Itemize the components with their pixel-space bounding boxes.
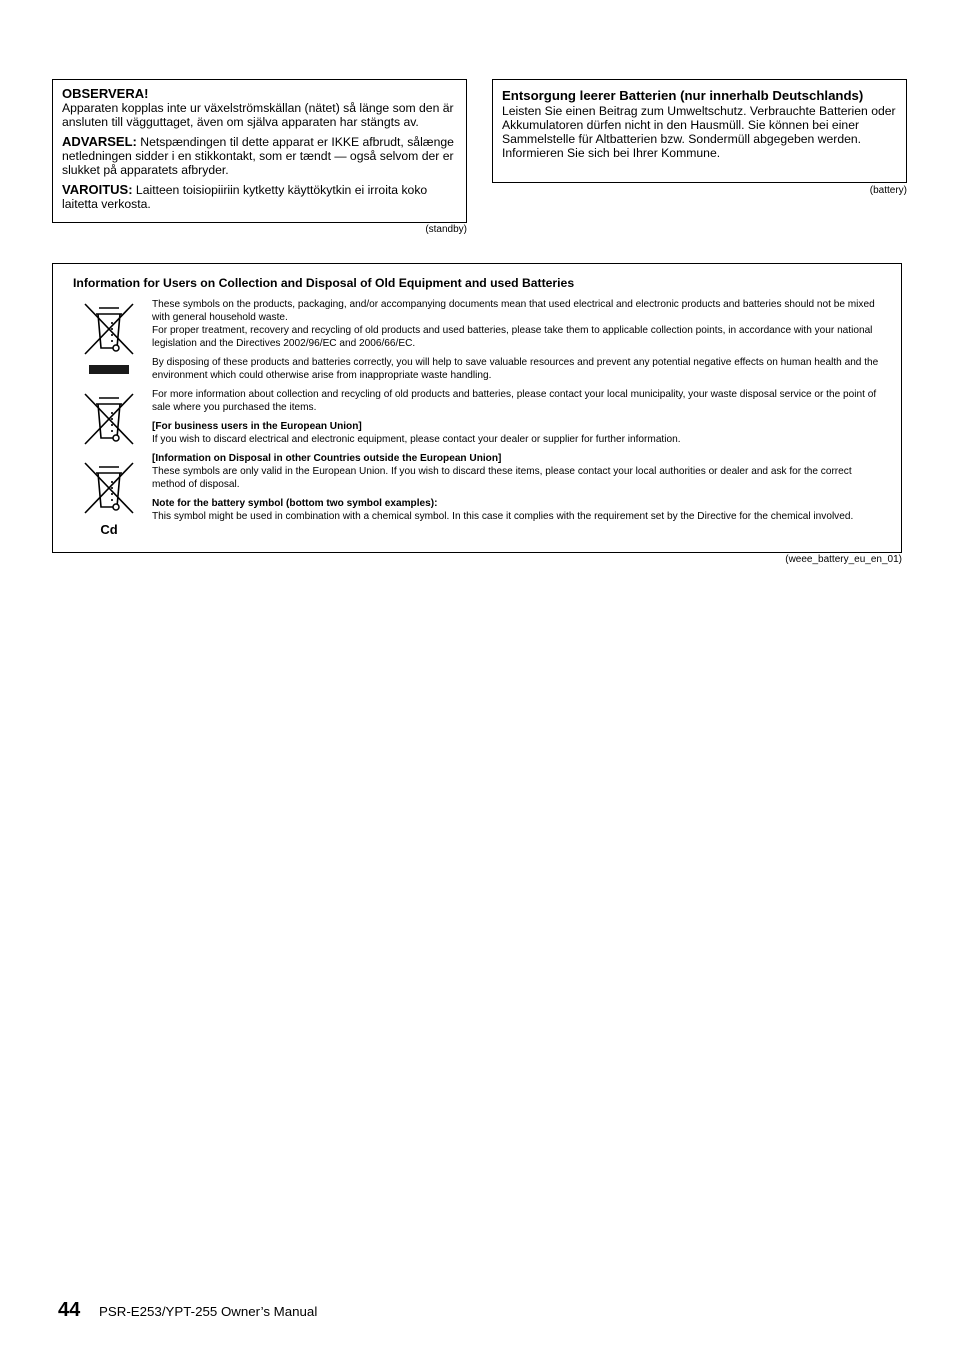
- varoitus-heading: VAROITUS:: [62, 182, 133, 197]
- battery-heading: Entsorgung leerer Batterien (nur innerhalb Deutschlands): [502, 88, 864, 103]
- standby-notice-box: [52, 79, 467, 223]
- weee-para3: For more information about collection and recycling of old products and batteries, please contact your local municipality, your waste disposal service or the point of sale where you purchased the items.: [152, 389, 877, 413]
- chemical-symbol: Cd: [100, 522, 118, 537]
- weee-title: Information for Users on Collection and Disposal of Old Equipment and used Batteries: [73, 276, 575, 290]
- weee-para2: By disposing of these products and batteries correctly, you will help to save valuable resources and prevent any potential negative effects on human health and the environment which could otherwise arise from inappropriate waste handling.: [152, 357, 879, 381]
- advarsel-section: [62, 135, 457, 177]
- battery-disposal-box: [492, 79, 907, 183]
- standby-tag: (standby): [425, 224, 467, 235]
- outside-eu-heading: [Information on Disposal in other Countries outside the European Union]: [152, 453, 502, 464]
- weee-para1b: For proper treatment, recovery and recycling of old products and used batteries, please take them to applicable collection points, in accordance with your national legislation and the Directives 2002/96/EC and 2006/66/EC.: [152, 325, 873, 349]
- crossed-wheelie-bin-with-bar-icon: [83, 302, 135, 378]
- battery-symbol-note-heading: Note for the battery symbol (bottom two symbol examples):: [152, 498, 438, 509]
- advarsel-heading: ADVARSEL:: [62, 134, 137, 149]
- battery-text: Leisten Sie einen Beitrag zum Umweltschutz. Verbrauchte Batterien oder Akkumulatoren dürfen nicht in den Hausmüll. Sie können bei einer Sammelstelle für Altbatterien bzw. Sondermüll abgegeben werden. Informieren Sie sich bei Ihrer Kommune.: [502, 104, 896, 160]
- advarsel-text: Netspændingen til dette apparat er IKKE afbrudt, sålænge netledningen sidder i en stikkontakt, som er tændt — også selvom der er slukket på apparatets afbryder.: [62, 135, 454, 177]
- observera-text: Apparaten kopplas inte ur växelströmskällan (nätet) så länge som den är ansluten till vägguttaget, även om själva apparaten har stängts av.: [62, 101, 454, 129]
- business-heading: [For business users in the European Union]: [152, 421, 362, 432]
- page-number: 44: [58, 1299, 81, 1321]
- manual-title: PSR-E253/YPT-255 Owner’s Manual: [99, 1304, 318, 1319]
- varoitus-section: [62, 183, 457, 211]
- weee-information-box: [52, 263, 902, 553]
- weee-body-text: [152, 298, 882, 529]
- business-text: If you wish to discard electrical and electronic equipment, please contact your dealer or supplier for further information.: [152, 434, 681, 445]
- observera-heading: OBSERVERA!: [62, 86, 149, 101]
- crossed-wheelie-bin-cd-icon: [83, 461, 135, 537]
- weee-para1: These symbols on the products, packaging, and/or accompanying documents mean that used electrical and electronic products and batteries should not be mixed with general household waste.: [152, 299, 875, 323]
- crossed-wheelie-bin-icon: [83, 392, 135, 448]
- battery-tag: (battery): [869, 185, 907, 196]
- varoitus-text: Laitteen toisiopiiriin kytketty käyttökytkin ei irroita koko laitetta verkosta.: [62, 183, 428, 211]
- observera-section: [62, 87, 457, 129]
- outside-eu-text: These symbols are only valid in the European Union. If you wish to discard these items, please contact your local authorities or dealer and ask for the correct method of disposal.: [152, 466, 852, 490]
- weee-tag: (weee_battery_eu_en_01): [785, 554, 902, 565]
- battery-symbol-note-text: This symbol might be used in combination with a chemical symbol. In this case it complies with the requirement set by the Directive for the chemical involved.: [152, 511, 854, 522]
